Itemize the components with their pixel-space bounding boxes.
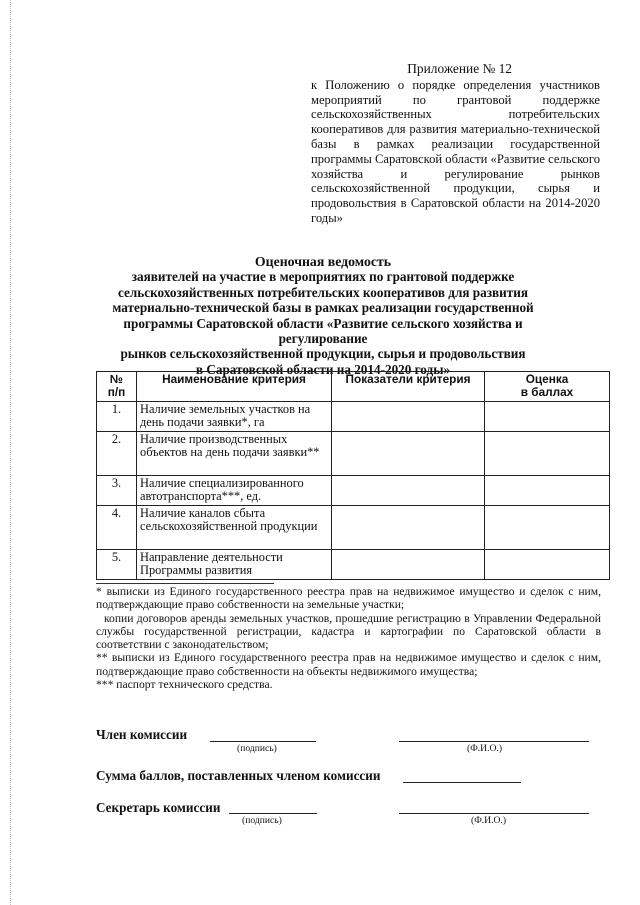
row-number: 5. [97,549,137,579]
row-indicator-cell[interactable] [332,475,485,505]
title-line: в Саратовской области на 2014-2020 годы» [195,361,451,377]
header-criterion-name: Наименование критерия [137,372,332,402]
header-score [485,372,610,402]
secretary-name-line[interactable] [399,813,589,814]
table-row [97,505,610,549]
member-label: Член комиссии [96,727,188,742]
row-criterion: Наличие производственных объектов на день подачи заявки** [137,431,332,475]
header-score-line1: Оценка [525,372,569,386]
scan-edge-divider [10,0,11,905]
title-line: сельскохозяйственных потребительских кооперативов для развития [118,284,528,300]
row-indicator-cell[interactable] [332,401,485,431]
row-criterion: Направление деятельности Программы развития [137,549,332,579]
member-signature-caption: (подпись) [237,743,277,754]
row-number: 3. [97,475,137,505]
row-score-cell[interactable] [485,401,610,431]
footnote-land: * выписки из Единого государственного реестра прав на недвижимое имущество и сделок с ним, подтверждающие право собственности на земельные участки; [96,585,601,612]
row-score-cell[interactable] [485,475,610,505]
member-signature-line[interactable] [210,741,316,742]
table-row [97,401,610,431]
header-number [97,372,137,402]
title-line: материально-технической базы в рамках реализации государственной [112,300,534,316]
score-sum-label: Сумма баллов, поставленных членом комиссии [96,768,381,783]
secretary-signature-line[interactable] [229,813,317,814]
row-indicator-cell[interactable] [332,505,485,549]
row-score-cell[interactable] [485,549,610,579]
row-number: 2. [97,431,137,475]
title-line: программы Саратовской области «Развитие сельского хозяйства и регулирование [123,315,523,347]
row-indicator-cell[interactable] [332,549,485,579]
row-score-cell[interactable] [485,505,610,549]
row-number: 4. [97,505,137,549]
footnote-vehicle: *** паспорт технического средства. [96,678,273,692]
footnote-divider [96,583,274,584]
secretary-signature-caption: (подпись) [242,815,282,826]
table-row [97,431,610,475]
score-sum-line[interactable] [403,782,521,783]
title-line: рынков сельскохозяйственной продукции, сырья и продовольствия [120,346,526,362]
row-number: 1. [97,401,137,431]
footnote-lease: копии договоров аренды земельных участков, прошедшие регистрацию в Управлении Федеральной службы государственной регистрации, кадастра и картографии по Саратовской области в соответствии с законодательством; [96,611,601,652]
footnote-property: ** выписки из Единого государственного реестра прав на недвижимое имущество и сделок с ним, подтверждающие право собственности на объекты недвижимого имущества; [96,651,601,678]
secretary-label: Секретарь комиссии [96,800,221,815]
table-row [97,549,610,579]
member-name-caption: (Ф.И.О.) [467,743,503,754]
header-number-sign: № [109,372,124,386]
annex-title: Приложение № 12 [407,61,512,76]
title-heading: Оценочная ведомость [254,254,392,269]
row-score-cell[interactable] [485,431,610,475]
member-name-line[interactable] [399,741,589,742]
annex-text: к Положению о порядке определения участников мероприятий по грантовой поддержке сельскохозяйственных потребительских кооперативов для развития материально-технической базы в рамках реализации государственной программы Саратовской области «Развитие сельского хозяйства и регулирование рынков сельскохозяйственной продукции, сырья и продовольствия в Саратовской области на 2014-2020 годы» [311,77,600,225]
criteria-table [96,371,610,580]
row-criterion: Наличие земельных участков на день подачи заявки*, га [137,401,332,431]
document-title [80,254,566,377]
table-header-row [97,372,610,402]
annex-block [311,62,600,226]
secretary-name-caption: (Ф.И.О.) [471,815,507,826]
header-criterion-indicators: Показатели критерия [332,372,485,402]
table-row [97,475,610,505]
row-criterion: Наличие каналов сбыта сельскохозяйственной продукции [137,505,332,549]
title-line: заявителей на участие в мероприятиях по грантовой поддержке [131,269,515,285]
footnotes [96,583,601,691]
row-indicator-cell[interactable] [332,431,485,475]
row-criterion: Наличие специализированного автотранспорта***, ед. [137,475,332,505]
header-score-line2: в баллах [520,385,574,400]
header-number-abbr: п/п [107,385,126,400]
